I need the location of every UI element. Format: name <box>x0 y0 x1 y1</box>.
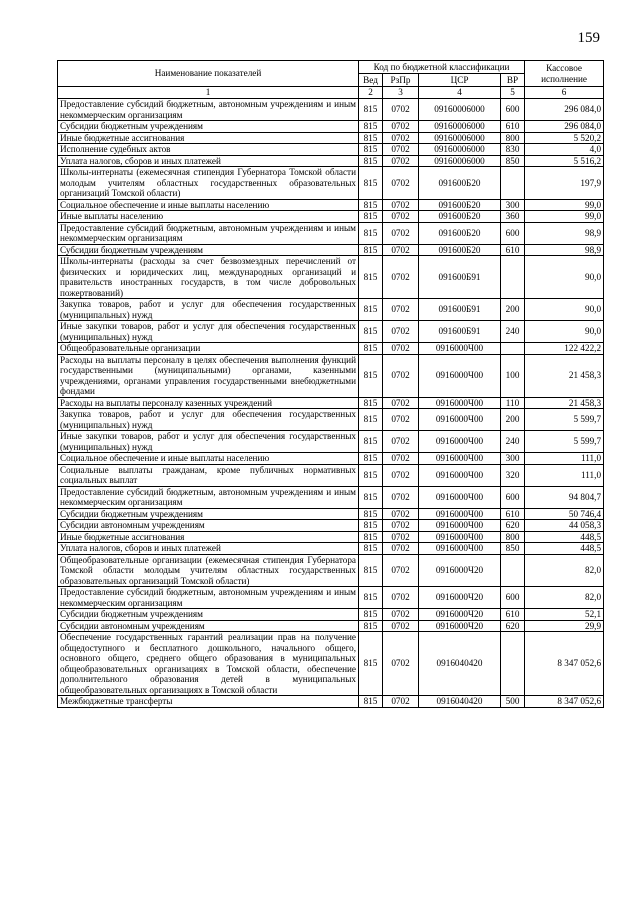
table-cell-rzpr: 0702 <box>383 696 419 708</box>
table-cell-name: Социальное обеспечение и иные выплаты населению <box>58 199 359 211</box>
table-cell-name: Субсидии бюджетным учреждениям <box>58 508 359 520</box>
column-number: 5 <box>501 87 525 99</box>
table-cell-ved: 815 <box>359 409 383 431</box>
table-cell-csr: 091600Б91 <box>419 256 501 299</box>
table-cell-vr: 620 <box>501 520 525 532</box>
table-cell-csr: 091600Б20 <box>419 244 501 256</box>
table-cell-ved: 815 <box>359 520 383 532</box>
table-cell-rzpr: 0702 <box>383 397 419 409</box>
column-number: 2 <box>359 87 383 99</box>
table-cell-rzpr: 0702 <box>383 453 419 465</box>
table-cell-name: Субсидии автономным учреждениям <box>58 620 359 632</box>
table-row <box>58 144 604 156</box>
table-cell-name: Школы-интернаты (ежемесячная стипендия Губернатора Томской области молодым учителям областных государственных образовательных организаций Томской области) <box>58 167 359 200</box>
table-cell-vr: 200 <box>501 409 525 431</box>
table-cell-ved: 815 <box>359 609 383 621</box>
table-row <box>58 211 604 223</box>
table-cell-name: Иные выплаты населению <box>58 211 359 223</box>
table-cell-vr: 200 <box>501 299 525 321</box>
table-cell-csr: 0916040420 <box>419 632 501 696</box>
table-cell-name: Расходы на выплаты персоналу в целях обеспечения выполнения функций государственными (муниципальными) органами, казенными учреждениями, органами управления государственными внебюджетными фондами <box>58 354 359 397</box>
table-cell-csr: 0916000Ч00 <box>419 343 501 355</box>
table-cell-csr: 0916000Ч00 <box>419 486 501 508</box>
table-cell-amount: 44 058,3 <box>525 520 604 532</box>
table-row <box>58 121 604 133</box>
table-cell-amount: 296 084,0 <box>525 99 604 121</box>
table-cell-name: Предоставление субсидий бюджетным, автономным учреждениям и иным некоммерческим организациям <box>58 587 359 609</box>
table-cell-ved: 815 <box>359 620 383 632</box>
table-cell-csr: 0916000Ч00 <box>419 464 501 486</box>
table-cell-name: Исполнение судебных актов <box>58 144 359 156</box>
table-cell-vr: 110 <box>501 397 525 409</box>
table-cell-vr: 800 <box>501 132 525 144</box>
table-cell-ved: 815 <box>359 508 383 520</box>
table-cell-rzpr: 0702 <box>383 531 419 543</box>
table-cell-rzpr: 0702 <box>383 299 419 321</box>
table-row <box>58 222 604 244</box>
table-cell-amount: 5 599,7 <box>525 431 604 453</box>
table-cell-ved: 815 <box>359 155 383 167</box>
column-number: 4 <box>419 87 501 99</box>
header-ved: Вед <box>359 74 383 87</box>
table-cell-name: Общеобразовательные организации (ежемесячная стипендия Губернатора Томской области молодым учителям областных государственных образовательных организаций Томской области) <box>58 554 359 587</box>
table-cell-name: Предоставление субсидий бюджетным, автономным учреждениям и иным некоммерческим организациям <box>58 222 359 244</box>
table-cell-ved: 815 <box>359 531 383 543</box>
table-cell-name: Социальные выплаты гражданам, кроме публичных нормативных социальных выплат <box>58 464 359 486</box>
table-cell-rzpr: 0702 <box>383 620 419 632</box>
column-number: 6 <box>525 87 604 99</box>
table-cell-ved: 815 <box>359 244 383 256</box>
table-cell-rzpr: 0702 <box>383 609 419 621</box>
table-cell-rzpr: 0702 <box>383 632 419 696</box>
table-cell-ved: 815 <box>359 486 383 508</box>
table-cell-csr: 091600Б20 <box>419 222 501 244</box>
table-row <box>58 299 604 321</box>
table-cell-amount: 90,0 <box>525 256 604 299</box>
table-row <box>58 632 604 696</box>
table-cell-csr: 091600Б91 <box>419 321 501 343</box>
table-cell-amount: 50 746,4 <box>525 508 604 520</box>
table-cell-rzpr: 0702 <box>383 167 419 200</box>
column-number: 1 <box>58 87 359 99</box>
table-cell-vr <box>501 632 525 696</box>
table-cell-vr: 240 <box>501 431 525 453</box>
table-cell-ved: 815 <box>359 99 383 121</box>
table-cell-vr: 300 <box>501 453 525 465</box>
table-cell-csr: 0916000Ч20 <box>419 609 501 621</box>
table-row <box>58 453 604 465</box>
table-cell-vr: 620 <box>501 620 525 632</box>
table-row <box>58 554 604 587</box>
table-cell-amount: 4,0 <box>525 144 604 156</box>
table-cell-vr <box>501 167 525 200</box>
table-cell-amount: 197,9 <box>525 167 604 200</box>
table-cell-amount: 90,0 <box>525 299 604 321</box>
table-row <box>58 132 604 144</box>
table-cell-name: Иные бюджетные ассигнования <box>58 531 359 543</box>
table-cell-name: Социальное обеспечение и иные выплаты населению <box>58 453 359 465</box>
table-cell-ved: 815 <box>359 554 383 587</box>
table-cell-amount: 82,0 <box>525 587 604 609</box>
table-row <box>58 486 604 508</box>
table-cell-amount: 99,0 <box>525 199 604 211</box>
table-cell-amount: 8 347 052,6 <box>525 632 604 696</box>
table-cell-amount: 94 804,7 <box>525 486 604 508</box>
table-cell-ved: 815 <box>359 144 383 156</box>
table-row <box>58 99 604 121</box>
table-cell-csr: 091600Б91 <box>419 299 501 321</box>
header-name: Наименование показателей <box>58 61 359 87</box>
table-row <box>58 155 604 167</box>
table-row <box>58 256 604 299</box>
table-cell-csr: 09160006000 <box>419 132 501 144</box>
table-cell-vr: 360 <box>501 211 525 223</box>
table-cell-vr: 610 <box>501 508 525 520</box>
table-cell-ved: 815 <box>359 397 383 409</box>
table-cell-name: Закупка товаров, работ и услуг для обеспечения государственных (муниципальных) нужд <box>58 299 359 321</box>
table-cell-vr <box>501 343 525 355</box>
table-cell-ved: 815 <box>359 431 383 453</box>
table-cell-rzpr: 0702 <box>383 121 419 133</box>
table-cell-rzpr: 0702 <box>383 256 419 299</box>
table-cell-name: Уплата налогов, сборов и иных платежей <box>58 543 359 555</box>
table-cell-vr: 830 <box>501 144 525 156</box>
header-vr: ВР <box>501 74 525 87</box>
table-cell-csr: 0916000Ч20 <box>419 620 501 632</box>
table-cell-name: Обеспечение государственных гарантий реализации прав на получение общедоступного и бесплатного дошкольного, начального общего, основного общего, среднего общего образования в муниципальных общеобразовательных организациях в Томской области, обеспечение дополнительного образования детей в муниципальных общеобразовательных организациях в Томской области <box>58 632 359 696</box>
table-cell-name: Уплата налогов, сборов и иных платежей <box>58 155 359 167</box>
table-cell-name: Иные бюджетные ассигнования <box>58 132 359 144</box>
table-cell-amount: 21 458,3 <box>525 354 604 397</box>
table-cell-csr: 0916000Ч00 <box>419 354 501 397</box>
table-cell-name: Межбюджетные трансферты <box>58 696 359 708</box>
table-cell-csr: 0916000Ч00 <box>419 520 501 532</box>
table-cell-amount: 296 084,0 <box>525 121 604 133</box>
table-cell-amount: 90,0 <box>525 321 604 343</box>
table-cell-name: Иные закупки товаров, работ и услуг для обеспечения государственных (муниципальных) нужд <box>58 321 359 343</box>
table-row <box>58 354 604 397</box>
table-row <box>58 464 604 486</box>
table-row <box>58 620 604 632</box>
table-cell-rzpr: 0702 <box>383 587 419 609</box>
table-cell-amount: 448,5 <box>525 531 604 543</box>
table-row <box>58 543 604 555</box>
table-cell-vr: 320 <box>501 464 525 486</box>
table-cell-vr: 600 <box>501 486 525 508</box>
column-number: 3 <box>383 87 419 99</box>
table-row <box>58 609 604 621</box>
table-row <box>58 431 604 453</box>
table-cell-vr: 850 <box>501 543 525 555</box>
table-cell-name: Школы-интернаты (расходы за счет безвозмездных перечислений от физических и юридических лиц, международных организаций и правительств иностранных государств, в том числе добровольных пожертвований) <box>58 256 359 299</box>
table-cell-amount: 21 458,3 <box>525 397 604 409</box>
table-cell-name: Субсидии бюджетным учреждениям <box>58 609 359 621</box>
table-cell-vr: 300 <box>501 199 525 211</box>
table-cell-csr: 0916000Ч00 <box>419 431 501 453</box>
table-row <box>58 531 604 543</box>
table-cell-ved: 815 <box>359 632 383 696</box>
header-rzpr: РзПр <box>383 74 419 87</box>
table-cell-vr: 610 <box>501 244 525 256</box>
table-cell-rzpr: 0702 <box>383 144 419 156</box>
table-cell-amount: 111,0 <box>525 453 604 465</box>
table-cell-csr: 09160006000 <box>419 121 501 133</box>
table-cell-name: Общеобразовательные организации <box>58 343 359 355</box>
table-cell-csr: 091600Б20 <box>419 211 501 223</box>
table-cell-rzpr: 0702 <box>383 99 419 121</box>
table-cell-name: Предоставление субсидий бюджетным, автономным учреждениям и иным некоммерческим организациям <box>58 99 359 121</box>
table-cell-ved: 815 <box>359 543 383 555</box>
table-cell-vr: 600 <box>501 587 525 609</box>
table-row <box>58 167 604 200</box>
table-cell-name: Предоставление субсидий бюджетным, автономным учреждениям и иным некоммерческим организациям <box>58 486 359 508</box>
table-cell-rzpr: 0702 <box>383 321 419 343</box>
table-cell-ved: 815 <box>359 121 383 133</box>
table-cell-amount: 99,0 <box>525 211 604 223</box>
table-cell-ved: 815 <box>359 222 383 244</box>
table-cell-csr: 0916000Ч20 <box>419 587 501 609</box>
table-row <box>58 321 604 343</box>
table-body <box>58 99 604 708</box>
table-cell-vr: 600 <box>501 222 525 244</box>
table-cell-vr: 850 <box>501 155 525 167</box>
table-cell-csr: 091600Б20 <box>419 167 501 200</box>
table-cell-rzpr: 0702 <box>383 431 419 453</box>
table-cell-vr <box>501 256 525 299</box>
table-cell-rzpr: 0702 <box>383 354 419 397</box>
table-cell-vr: 100 <box>501 354 525 397</box>
table-cell-csr: 0916000Ч00 <box>419 453 501 465</box>
table-cell-ved: 815 <box>359 587 383 609</box>
table-cell-ved: 815 <box>359 343 383 355</box>
table-cell-amount: 122 422,2 <box>525 343 604 355</box>
table-cell-amount: 5 516,2 <box>525 155 604 167</box>
table-cell-amount: 5 599,7 <box>525 409 604 431</box>
table-cell-rzpr: 0702 <box>383 155 419 167</box>
table-cell-csr: 09160006000 <box>419 144 501 156</box>
table-cell-csr: 09160006000 <box>419 155 501 167</box>
table-cell-vr <box>501 554 525 587</box>
table-cell-rzpr: 0702 <box>383 520 419 532</box>
table-cell-rzpr: 0702 <box>383 222 419 244</box>
table-cell-vr: 240 <box>501 321 525 343</box>
table-cell-rzpr: 0702 <box>383 211 419 223</box>
table-cell-csr: 0916000Ч00 <box>419 543 501 555</box>
table-cell-amount: 8 347 052,6 <box>525 696 604 708</box>
table-cell-rzpr: 0702 <box>383 409 419 431</box>
table-cell-rzpr: 0702 <box>383 199 419 211</box>
table-row <box>58 587 604 609</box>
table-cell-vr: 600 <box>501 99 525 121</box>
table-cell-amount: 52,1 <box>525 609 604 621</box>
table-cell-name: Субсидии автономным учреждениям <box>58 520 359 532</box>
table-cell-rzpr: 0702 <box>383 508 419 520</box>
table-cell-vr: 610 <box>501 609 525 621</box>
table-cell-ved: 815 <box>359 299 383 321</box>
table-cell-amount: 98,9 <box>525 244 604 256</box>
table-cell-rzpr: 0702 <box>383 543 419 555</box>
table-cell-csr: 0916000Ч00 <box>419 409 501 431</box>
header-code-group: Код по бюджетной классификации <box>359 61 525 74</box>
table-cell-name: Субсидии бюджетным учреждениям <box>58 244 359 256</box>
table-cell-name: Расходы на выплаты персоналу казенных учреждений <box>58 397 359 409</box>
table-cell-amount: 82,0 <box>525 554 604 587</box>
header-csr: ЦСР <box>419 74 501 87</box>
table-cell-amount: 29,9 <box>525 620 604 632</box>
table-cell-amount: 448,5 <box>525 543 604 555</box>
header-execution: Кассовое исполнение <box>525 61 604 87</box>
table-cell-ved: 815 <box>359 167 383 200</box>
table-row <box>58 520 604 532</box>
table-cell-ved: 815 <box>359 453 383 465</box>
table-cell-csr: 0916000Ч00 <box>419 531 501 543</box>
table-cell-ved: 815 <box>359 211 383 223</box>
table-cell-csr: 0916000Ч00 <box>419 397 501 409</box>
table-cell-rzpr: 0702 <box>383 132 419 144</box>
table-cell-ved: 815 <box>359 199 383 211</box>
table-cell-rzpr: 0702 <box>383 343 419 355</box>
table-cell-amount: 98,9 <box>525 222 604 244</box>
page-number: 159 <box>577 30 600 46</box>
budget-execution-table <box>57 60 604 708</box>
table-row <box>58 409 604 431</box>
table-cell-vr: 610 <box>501 121 525 133</box>
table-cell-name: Субсидии бюджетным учреждениям <box>58 121 359 133</box>
table-cell-ved: 815 <box>359 321 383 343</box>
table-cell-rzpr: 0702 <box>383 554 419 587</box>
table-row <box>58 343 604 355</box>
table-cell-ved: 815 <box>359 464 383 486</box>
table-row <box>58 199 604 211</box>
table-cell-rzpr: 0702 <box>383 464 419 486</box>
table-cell-csr: 0916040420 <box>419 696 501 708</box>
table-cell-ved: 815 <box>359 132 383 144</box>
table-cell-vr: 500 <box>501 696 525 708</box>
table-cell-name: Иные закупки товаров, работ и услуг для обеспечения государственных (муниципальных) нужд <box>58 431 359 453</box>
table-cell-vr: 800 <box>501 531 525 543</box>
table-row <box>58 696 604 708</box>
table-row <box>58 397 604 409</box>
table-cell-csr: 091600Б20 <box>419 199 501 211</box>
table-cell-name: Закупка товаров, работ и услуг для обеспечения государственных (муниципальных) нужд <box>58 409 359 431</box>
table-cell-ved: 815 <box>359 696 383 708</box>
table-row <box>58 244 604 256</box>
table-cell-ved: 815 <box>359 256 383 299</box>
table-cell-rzpr: 0702 <box>383 486 419 508</box>
table-cell-csr: 09160006000 <box>419 99 501 121</box>
table-cell-amount: 5 520,2 <box>525 132 604 144</box>
table-cell-csr: 0916000Ч00 <box>419 508 501 520</box>
table-row <box>58 508 604 520</box>
table-cell-amount: 111,0 <box>525 464 604 486</box>
table-cell-rzpr: 0702 <box>383 244 419 256</box>
table-cell-csr: 0916000Ч20 <box>419 554 501 587</box>
table-cell-ved: 815 <box>359 354 383 397</box>
